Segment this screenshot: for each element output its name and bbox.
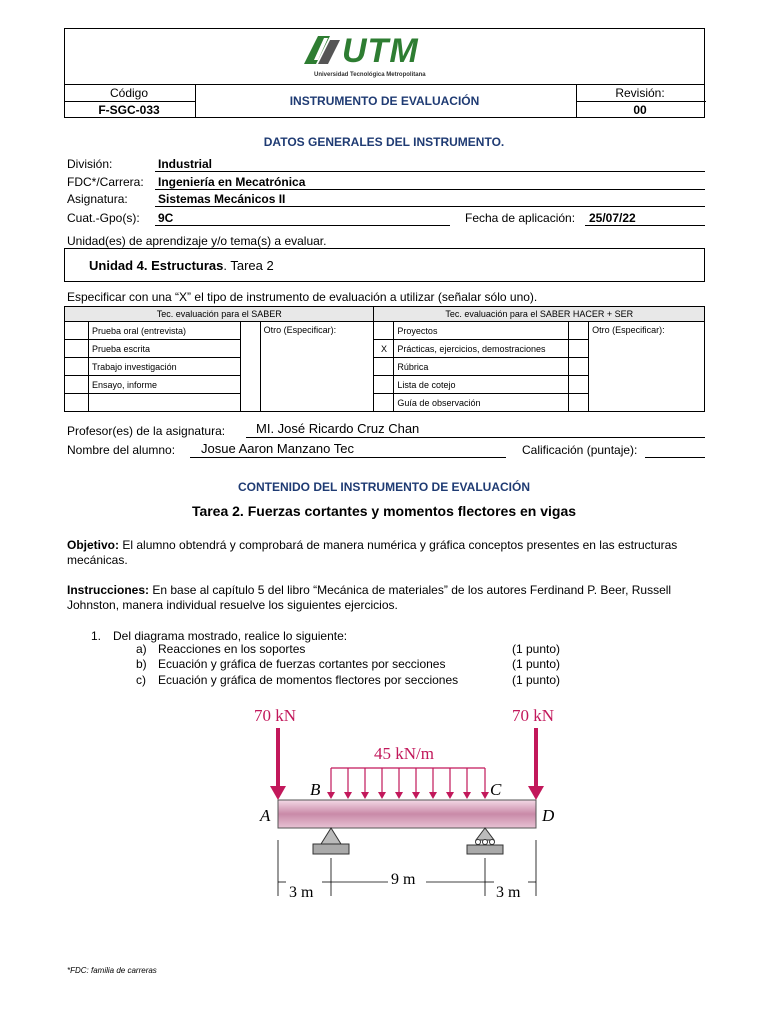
roller-support-icon	[467, 828, 503, 854]
checkbox-left-1[interactable]	[65, 340, 89, 358]
checkbox-right-4[interactable]	[374, 394, 394, 412]
right-item-2: Rúbrica	[394, 358, 569, 376]
table-head-row	[65, 307, 705, 322]
subitem-text: Reacciones en los soportes	[158, 642, 306, 656]
division-value: Industrial	[158, 157, 213, 171]
general-section-title: DATOS GENERALES DEL INSTRUMENTO.	[263, 135, 505, 149]
subject-label: Asignatura:	[67, 192, 128, 206]
head-saber: Tec. evaluación para el SABER	[65, 307, 374, 322]
checkbox-right-1[interactable]: X	[374, 340, 394, 358]
division-label: División:	[67, 157, 113, 171]
revision-label: Revisión:	[615, 86, 665, 100]
beam-diagram	[250, 700, 570, 910]
checkbox-left-2[interactable]	[65, 358, 89, 376]
checkbox-left-3[interactable]	[65, 376, 89, 394]
dim-right-label: 3 m	[496, 884, 521, 901]
footer-note: *FDC: familia de carreras	[67, 966, 157, 975]
checkbox-right-other-4[interactable]	[569, 394, 589, 412]
evaluation-table	[64, 306, 705, 412]
fdc-label: FDC*/Carrera:	[67, 175, 144, 189]
student-value: Josue Aaron Manzano Tec	[201, 441, 354, 456]
fdc-underline	[155, 189, 705, 190]
objective-text: El alumno obtendrá y comprobará de manera numérica y gráfica conceptos presentes en las estructuras mecánicas.	[67, 538, 678, 567]
unit-text	[89, 258, 274, 273]
subject-underline	[155, 206, 705, 207]
group-value: 9C	[158, 211, 174, 225]
header-divider	[65, 84, 704, 85]
checkbox-right-2[interactable]	[374, 358, 394, 376]
right-item-0: Proyectos	[394, 322, 569, 340]
grade-underline	[645, 457, 705, 458]
unit-rest: . Tarea 2	[223, 258, 274, 273]
professor-label: Profesor(es) de la asignatura:	[67, 424, 226, 438]
student-label: Nombre del alumno:	[67, 443, 176, 457]
grade-label: Calificación (puntaje):	[522, 443, 638, 457]
right-load-label: 70 kN	[512, 706, 555, 725]
instructions-paragraph	[67, 583, 707, 613]
subitem-letter: c)	[136, 673, 146, 687]
division-underline	[155, 171, 705, 172]
item-text: Del diagrama mostrado, realice lo siguiente:	[113, 629, 348, 643]
subitem-letter: a)	[136, 642, 147, 656]
document-title: INSTRUMENTO DE EVALUACIÓN	[289, 94, 480, 108]
checkbox-right-other-1[interactable]	[569, 340, 589, 358]
pin-support-icon	[313, 828, 349, 854]
dim-left-label: 3 m	[289, 884, 314, 901]
right-other-label: Otro (Especificar):	[589, 322, 705, 412]
point-b-label: B	[310, 780, 321, 799]
item-number: 1.	[91, 629, 102, 643]
distributed-load-label: 45 kN/m	[374, 744, 434, 763]
left-item-2: Trabajo investigación	[88, 358, 240, 376]
subject-value: Sistemas Mecánicos II	[158, 192, 286, 206]
checkbox-left-0[interactable]	[65, 322, 89, 340]
task-title: Tarea 2. Fuerzas cortantes y momentos flectores en vigas	[191, 503, 577, 519]
code-label: Código	[109, 86, 149, 100]
fdc-value: Ingeniería en Mecatrónica	[158, 175, 306, 189]
logo-text: UTM	[342, 32, 419, 70]
dim-mid-label: 9 m	[391, 871, 416, 888]
checkbox-right-0[interactable]	[374, 322, 394, 340]
header-code-divider	[65, 101, 195, 102]
right-point-load-arrow	[528, 728, 544, 800]
checkbox-right-other-0[interactable]	[569, 322, 589, 340]
distributed-load-arrows	[327, 768, 489, 799]
left-load-label: 70 kN	[254, 706, 297, 725]
date-underline	[585, 225, 705, 226]
units-label: Unidad(es) de aprendizaje y/o tema(s) a evaluar.	[67, 234, 327, 248]
unit-box	[64, 248, 705, 282]
utm-logo	[300, 30, 470, 80]
table-row	[65, 322, 705, 340]
group-underline	[155, 225, 450, 226]
header-rev-divider	[576, 101, 706, 102]
left-item-0: Prueba oral (entrevista)	[88, 322, 240, 340]
right-item-1: Prácticas, ejercicios, demostraciones	[394, 340, 569, 358]
point-d-label: D	[542, 806, 555, 825]
right-item-3: Lista de cotejo	[394, 376, 569, 394]
subitem-points: (1 punto)	[512, 642, 561, 656]
checkbox-left-4[interactable]	[65, 394, 89, 412]
checkbox-right-3[interactable]	[374, 376, 394, 394]
revision-value: 00	[633, 103, 647, 117]
checkbox-right-other-2[interactable]	[569, 358, 589, 376]
subitem-letter: b)	[136, 657, 147, 671]
unit-bold: Unidad 4. Estructuras	[89, 258, 224, 273]
professor-underline	[246, 437, 705, 438]
left-item-1: Prueba escrita	[88, 340, 240, 358]
date-label: Fecha de aplicación:	[465, 211, 576, 225]
beam	[278, 800, 536, 828]
subitem-text: Ecuación y gráfica de momentos flectores por secciones	[158, 673, 459, 687]
head-saber-hacer: Tec. evaluación para el SABER HACER + SER	[374, 307, 705, 322]
specify-text: Especificar con una “X” el tipo de instrumento de evaluación a utilizar (señalar sólo uno).	[67, 290, 538, 304]
point-c-label: C	[490, 780, 502, 799]
instructions-label: Instrucciones:	[67, 583, 150, 597]
objective-label: Objetivo:	[67, 538, 120, 552]
student-underline	[190, 457, 506, 458]
checkbox-left-other[interactable]	[240, 322, 260, 412]
content-section-title: CONTENIDO DEL INSTRUMENTO DE EVALUACIÓN	[237, 480, 530, 494]
subitem-points: (1 punto)	[512, 657, 561, 671]
code-value: F-SGC-033	[98, 103, 160, 117]
left-other-label: Otro (Especificar):	[260, 322, 374, 412]
left-item-4	[88, 394, 240, 412]
professor-value: MI. José Ricardo Cruz Chan	[256, 421, 420, 436]
subitem-text: Ecuación y gráfica de fuerzas cortantes por secciones	[158, 657, 446, 671]
left-point-load-arrow	[270, 728, 286, 800]
instructions-text: En base al capítulo 5 del libro “Mecánica de materiales” de los autores Ferdinand P. Beer, Russell Johnston, manera individual resuelve los siguientes ejercicios.	[67, 583, 672, 612]
date-value: 25/07/22	[589, 211, 636, 225]
group-label: Cuat.-Gpo(s):	[67, 211, 140, 225]
subitem-points: (1 punto)	[512, 673, 561, 687]
left-item-3: Ensayo, informe	[88, 376, 240, 394]
right-item-4: Guía de observación	[394, 394, 569, 412]
objective-paragraph	[67, 538, 697, 568]
checkbox-right-other-3[interactable]	[569, 376, 589, 394]
university-name: Universidad Tecnológica Metropolitana	[314, 72, 426, 78]
point-a-label: A	[260, 806, 271, 825]
